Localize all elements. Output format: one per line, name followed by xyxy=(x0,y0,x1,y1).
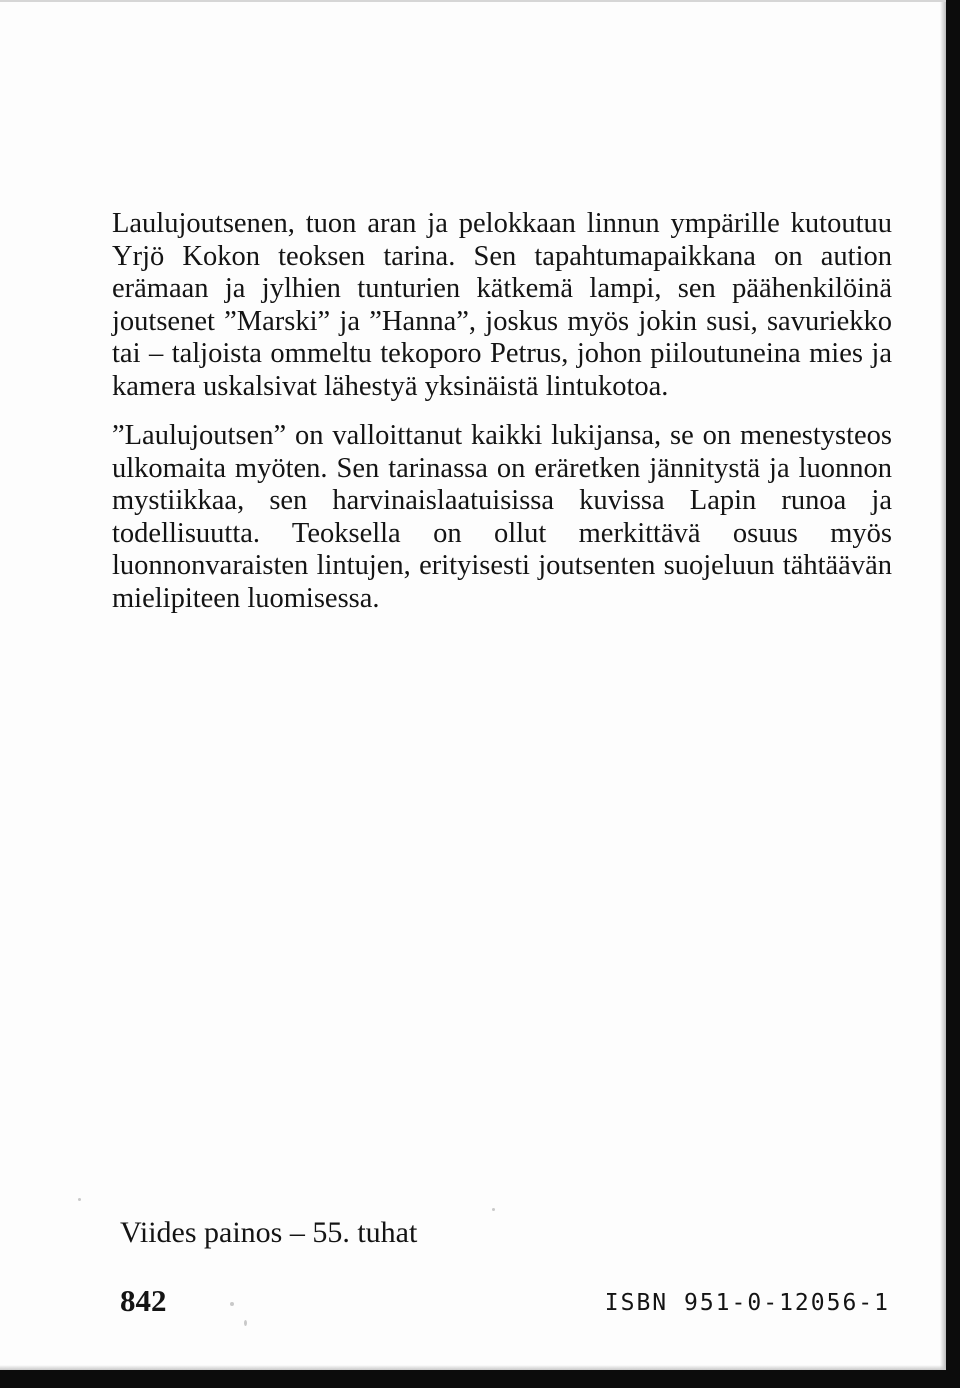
blurb-paragraph-1: Laulujoutsenen, tuon aran ja pelokkaan linnun ympärille kutoutuu Yrjö Kokon teoksen tarina. Sen tapahtumapaikkana on aution erämaan ja jylhien tunturien kätkemä lampi, sen päähenkilöinä joutsenet ”Marski” ja ”Hanna”, joskus myös jokin susi, savuriekko tai – taljoista ommeltu tekoporo Petrus, johon piiloutuneina mies ja kamera uskalsivat lähestyä yksinäistä lintukotoa. xyxy=(112,208,892,402)
scan-speck xyxy=(230,1302,234,1306)
edition-note: Viides painos – 55. tuhat xyxy=(120,1216,418,1249)
scan-speck xyxy=(492,1208,495,1211)
cover-blurb xyxy=(112,208,892,615)
catalogue-number: 842 xyxy=(120,1283,167,1318)
page-edge-shadow xyxy=(940,2,946,1370)
scan-speck xyxy=(78,1198,81,1201)
page-edge-shadow-bottom xyxy=(0,1365,946,1370)
isbn-number: ISBN 951-0-12056-1 xyxy=(604,1290,890,1316)
scan-speck xyxy=(244,1320,247,1326)
blurb-paragraph-2: ”Laulujoutsen” on valloittanut kaikki lukijansa, se on menestysteos ulkomaita myöten. Sen tarinassa on eräretken jännitystä ja luonnon mystiikkaa, sen harvinaislaatuisissa kuvissa Lapin runoa ja todellisuutta. Teoksella on ollut merkittävä osuus myös luonnonvaraisten lintujen, erityisesti joutsenten suojeluun tähtäävän mielipiteen luomisessa. xyxy=(112,420,892,614)
